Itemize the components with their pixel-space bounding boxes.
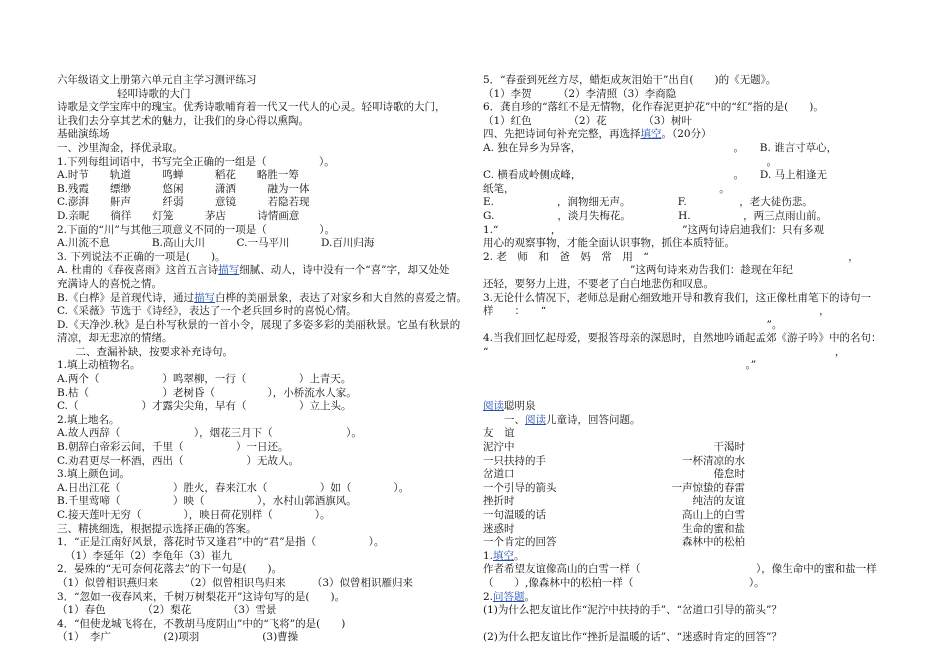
- right-line-19: 4.当我们回忆起母爱，要报答母亲的深恩时，自然地吟诵起孟郊《游子吟》中的名句：: [483, 332, 882, 345]
- poem-right: 森林中的松柏: [682, 536, 745, 549]
- poem-row: [483, 509, 895, 523]
- poem-right: 一杯清凉的水: [682, 454, 745, 467]
- left-line-19: 清凉，却无悲凉的情绪。: [57, 332, 173, 345]
- hyperlink[interactable]: 填空: [640, 128, 662, 141]
- left-line-38: 3．“忽如一夜春风来，千树万树梨花开”这诗句写的是( )。: [57, 590, 346, 603]
- left-line-9: C.澎湃 鼾声 纤弱 意镜 若隐若现: [57, 196, 310, 209]
- left-line-0: 六年级语文上册第六单元自主学习测评练习: [57, 74, 257, 86]
- poem-row: [483, 482, 895, 496]
- poem-right: 纯洁的友谊: [692, 495, 745, 508]
- poem-row: [483, 523, 895, 537]
- question-line-5: [483, 618, 895, 632]
- left-line-34: 1．“正是江南好风景，落花时节又逢君”中的“君”是指（ ）。: [57, 536, 385, 549]
- right-line-1: （1）李贺 （2）李清照（3）李商隐: [483, 87, 677, 100]
- left-line-4: 基础演练场: [57, 128, 110, 141]
- question-line-4: (1)为什么把友谊比作“泥泞中扶持的手”、“岔道口引导的箭头”？: [483, 604, 782, 617]
- left-line-27: B.朝辞白帝彩云间，千里（ ）一日还。: [57, 441, 289, 454]
- right-line-22: [483, 373, 895, 387]
- left-line-28: C.劝君更尽一杯酒，西出（ ）无故人。: [57, 454, 299, 467]
- question-line-6: (2)为什么把友谊比作“挫折是温暖的话”、“迷惑时肯定的回答”？: [483, 631, 782, 644]
- poem-row: [483, 495, 895, 509]
- right-line-11: 1.“ ， ”这两句诗启迪我们：只有多观: [483, 223, 825, 236]
- poem-left: 一个肯定的回答: [483, 536, 557, 549]
- hyperlink[interactable]: 描写: [194, 291, 216, 304]
- right-line-20: “ ，: [483, 345, 846, 358]
- hyperlink[interactable]: 阅读: [525, 413, 546, 426]
- left-line-24: C.（ ）才露尖尖角，早有（ ）立上头。: [57, 400, 352, 413]
- left-line-29: 3.填上颜色词。: [57, 468, 131, 481]
- left-line-23: B.枯（ ）老树昏（ ），小桥流水人家。: [57, 386, 357, 399]
- right-line-25: 一、阅读儿童诗，回答问题。: [483, 413, 641, 426]
- right-line-2: 6．龚自珍的“落红不是无情物，化作春泥更护花”中的“红”指的是( )。: [483, 101, 824, 114]
- left-line-40: 4．“但使龙城飞将在，不教胡马度阴山”中的“飞将”的是( ): [57, 617, 346, 630]
- right-line-5: A. 独在异乡为异客， 。 B. 谁言寸草心，: [483, 141, 838, 154]
- right-line-0: 5．“春蚕到死丝方尽，蜡炬成灰泪始干”出自( )的《无题》。: [483, 74, 777, 86]
- left-line-25: 2.填上地名。: [57, 413, 120, 426]
- right-line-16: 3.无论什么情况下，老师总是耐心细致地开导和教育我们，这正像杜甫笔下的诗句一: [483, 291, 872, 304]
- right-line-6: 。: [483, 155, 777, 168]
- poem-left: 一句温暖的话: [483, 509, 546, 521]
- left-line-11: 2.下面的“川”与其他三项意义不同的一项是（ ）。: [57, 223, 336, 236]
- left-line-13: 3. 下列说法不正确的一项是( )。: [57, 250, 226, 263]
- right-line-21: 。”: [483, 359, 757, 372]
- poem-left: 挫折时: [483, 495, 515, 508]
- right-line-13: 2. 老 师 和 爸 妈 常 用 “ ，: [483, 250, 859, 263]
- left-line-22: A.两个（ ）鸣翠柳，一行（ ）上青天。: [57, 373, 352, 386]
- poem-right: 高山上的白雪: [682, 509, 745, 521]
- right-line-9: E. ，润物细无声。 F. ，老大徒伤悲。: [483, 196, 813, 209]
- left-line-6: 1.下列每组词语中，书写完全正确的一组是（ ）。: [57, 155, 335, 168]
- poem-right: 生命的蜜和盐: [682, 522, 745, 535]
- question-line-3: 2.问答题。: [483, 590, 536, 603]
- right-line-8: 纸笔， 。: [483, 182, 730, 195]
- left-line-5: 一、沙里淘金，择优录取。: [57, 141, 183, 154]
- left-column: [57, 74, 467, 645]
- poem-row: [483, 455, 895, 469]
- left-line-3: 让我们去分享其艺术的魅力，让我们的身心得以熏陶。: [57, 114, 309, 127]
- poem-right: 倦怠时: [713, 468, 745, 481]
- right-line-7: C. 横看成岭侧成峰， 。 D. 马上相逢无: [483, 169, 828, 182]
- left-line-7: A.时节 轨道 鸣蝉 稻花 略胜一筹: [57, 169, 299, 182]
- right-line-17: 样 ： “ ，: [483, 305, 830, 318]
- poem-left: 一只扶持的手: [483, 454, 546, 467]
- left-line-30: A.日出江花（ ）胜火，春来江水（ ）如（ ）。: [57, 481, 410, 494]
- poem-row: [483, 441, 895, 455]
- left-line-33: 三、精挑细选，根据提示选择正确的答案。: [57, 522, 257, 535]
- question-line-2: （ ）,像森林中的松柏一样（ ）。: [483, 576, 765, 589]
- hyperlink[interactable]: 描写: [218, 264, 240, 277]
- left-line-12: A.川流不息 B.高山大川 C.一马平川 D.百川归海: [57, 237, 375, 250]
- poem-right: 一声惊蛰的春雷: [671, 481, 745, 494]
- left-line-16: B.《白桦》是首现代诗，通过描写白桦的美丽景象，表达了对家乡和大自然的喜爱之情。: [57, 291, 467, 304]
- left-line-14: A. 杜甫的《春夜喜雨》这首五言诗描写细腻、动人，诗中没有一个“喜”字，却又处处: [57, 264, 450, 277]
- hyperlink[interactable]: 问答题: [493, 590, 525, 603]
- left-line-37: （1）似曾相识燕归来 （2）似曾相识鸟归来 （3）似曾相识雁归来: [57, 576, 414, 589]
- right-line-15: 还轻，要努力上进，不要老了白白地悲伤和叹息。: [483, 277, 714, 290]
- right-column: [483, 74, 895, 645]
- right-line-3: （1）红色 （2）花 （3）树叶: [483, 114, 693, 127]
- right-line-12: 用心的观察事物，才能全面认识事物，抓住本质特征。: [483, 237, 735, 250]
- left-line-35: （1）李延年（2）李龟年（3）崔九: [65, 549, 233, 562]
- question-line-1: 作者希望友谊像高山的白雪一样（ ），像生命中的蜜和盐一样: [483, 563, 877, 576]
- left-line-26: A.故人西辞（ ），烟花三月下（ ）。: [57, 427, 362, 440]
- poem-left: 一个引导的箭头: [483, 481, 557, 494]
- left-line-2: 诗歌是文学宝库中的瑰宝。优秀诗歌哺育着一代又一代人的心灵。轻叩诗歌的大门，: [57, 101, 446, 114]
- left-line-31: B.千里莺啼（ ）映（ ），水村山郭酒旗风。: [57, 495, 357, 508]
- hyperlink[interactable]: 阅读: [483, 400, 504, 413]
- hyperlink[interactable]: 填空: [493, 549, 515, 562]
- right-line-4: 四、先把诗词句补充完整，再选择填空。（20分）: [483, 128, 712, 141]
- left-line-8: B.残霞 缥缈 悠闲 潇洒 融为一体: [57, 182, 310, 195]
- left-line-39: （1）春色 （2）梨花 （3）雪景: [57, 604, 277, 617]
- right-line-18: ”。: [483, 318, 783, 331]
- poem-left: 泥泞中: [483, 441, 515, 454]
- poem-row: [483, 536, 895, 550]
- right-line-23: [483, 387, 895, 401]
- left-line-10: D.亲昵 徜徉 灯笼 茅店 诗情画意: [57, 209, 300, 222]
- left-line-15: 充满诗人的喜悦之情。: [57, 277, 162, 290]
- poem-row: [483, 468, 895, 482]
- right-line-10: G. ，淡月失梅花。 H. ，两三点雨山前。: [483, 209, 828, 222]
- left-line-21: 1.填上动植物名。: [57, 359, 141, 372]
- right-line-26: 友 谊: [483, 427, 515, 440]
- left-line-32: C.接天莲叶无穷（ ），映日荷花别样（ ）。: [57, 509, 331, 521]
- left-line-17: C.《采薇》节选于《诗经》，表达了一个老兵回乡时的喜悦心情。: [57, 305, 357, 318]
- left-line-41: （1） 李广 (2)项羽 (3)曹操: [57, 631, 299, 644]
- question-line-0: 1.填空。: [483, 549, 525, 562]
- left-line-18: D.《天净沙.秋》是白朴写秋景的一首小令，展现了多姿多彩的美丽秋景。它虽有秋景的: [57, 318, 461, 331]
- poem-left: 岔道口: [483, 468, 515, 481]
- right-line-14: ”这两句诗来劝告我们：趁现在年纪: [483, 264, 793, 277]
- left-line-20: 二、查漏补缺，按要求补充诗句。: [65, 345, 233, 358]
- left-line-1: 轻叩诗歌的大门: [117, 87, 191, 100]
- right-line-24: 阅读聪明泉: [483, 400, 536, 413]
- poem-right: 干渴时: [713, 441, 745, 454]
- poem-left: 迷惑时: [483, 522, 515, 535]
- left-line-36: 2．晏殊的“无可奈何花落去”的下一句是( )。: [57, 563, 283, 576]
